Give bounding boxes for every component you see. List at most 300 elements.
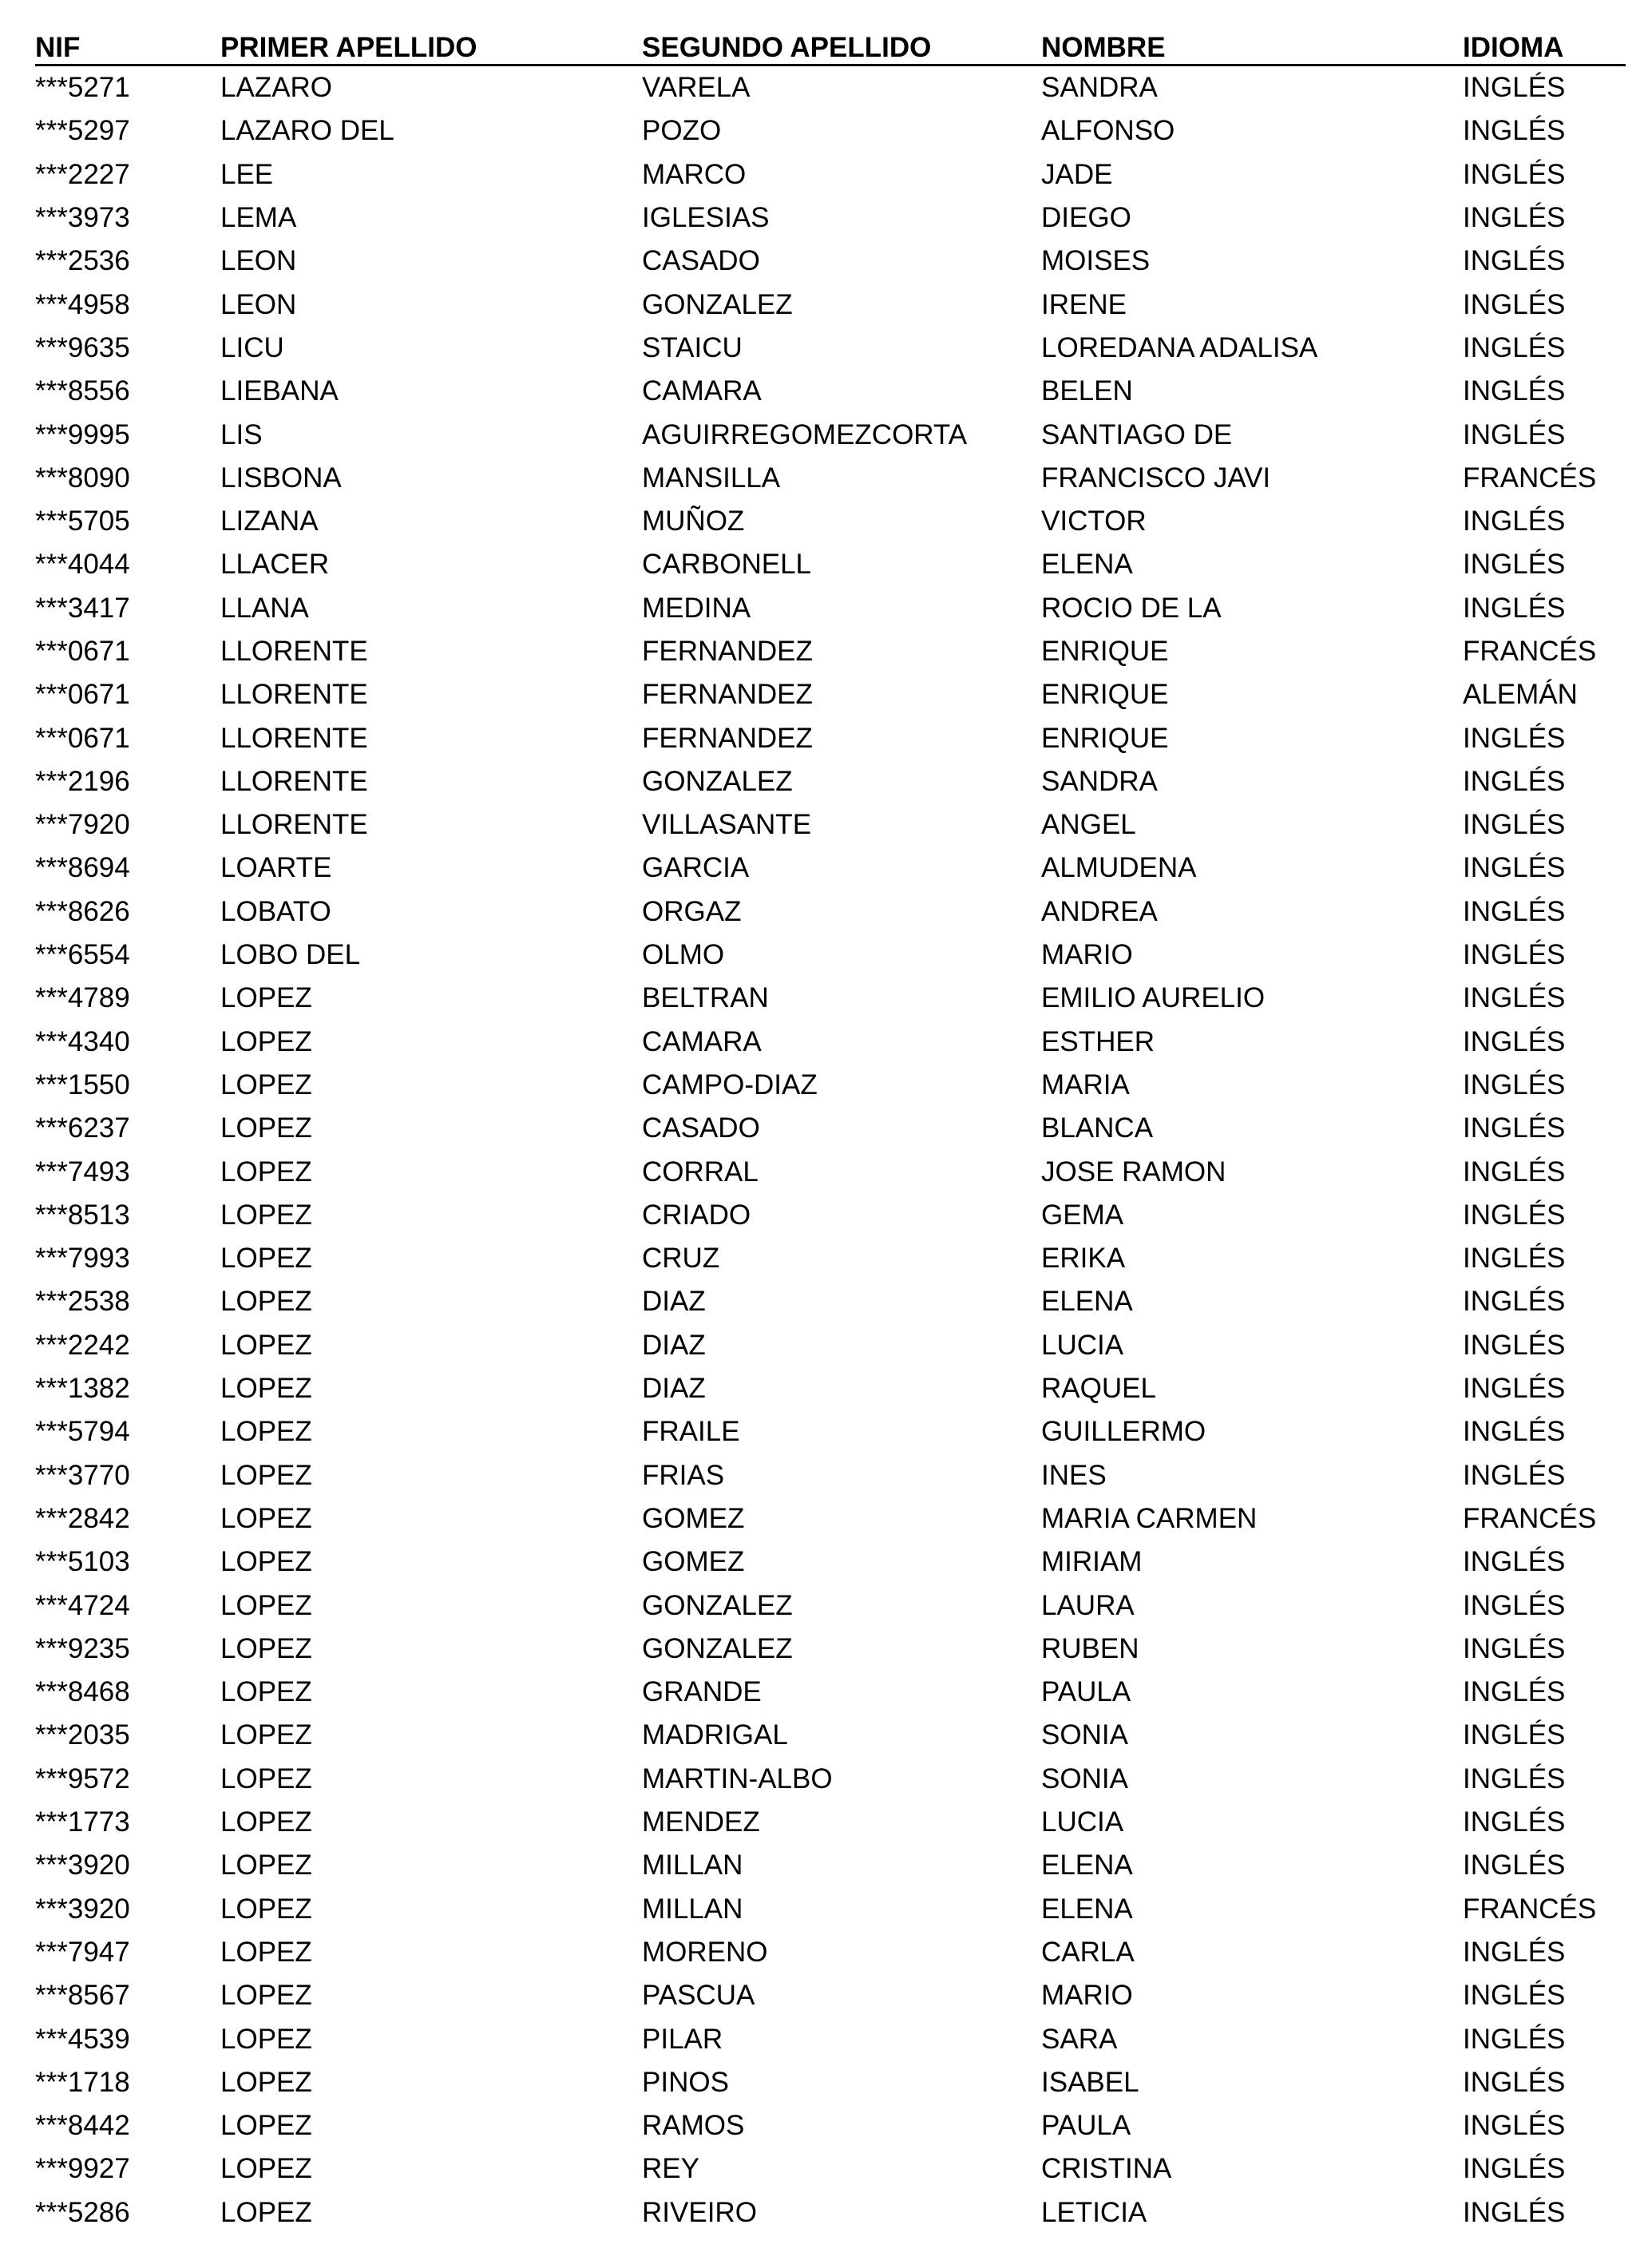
document-sheet [35,22,1626,2234]
cell-idioma: INGLÉS [1463,2196,1566,2228]
cell-nombre: EMILIO AURELIO [1041,982,1266,1014]
cell-nif: ***5286 [35,2196,130,2228]
table-row [35,457,1626,500]
cell-idioma: FRANCÉS [1463,1502,1597,1534]
table-row [35,1324,1626,1367]
cell-nif: ***7493 [35,1156,130,1188]
cell-idioma: INGLÉS [1463,245,1566,277]
table-body [35,65,1626,2234]
table-row [35,109,1626,153]
cell-nif: ***5297 [35,115,130,147]
cell-nif: ***2196 [35,765,130,797]
cell-idioma: INGLÉS [1463,375,1566,407]
cell-nombre: ELENA [1041,1286,1133,1318]
cell-nif: ***9235 [35,1632,130,1664]
header-primer-apellido: PRIMER APELLIDO [220,22,642,65]
cell-primer-apellido: LOPEZ [220,1632,312,1664]
cell-nif: ***3417 [35,592,130,624]
cell-nif: ***8513 [35,1199,130,1231]
cell-nombre: ANDREA [1041,895,1158,927]
cell-nombre: ANGEL [1041,809,1136,841]
cell-primer-apellido: LOPEZ [220,1329,312,1361]
cell-segundo-apellido: IGLESIAS [642,202,770,234]
cell-primer-apellido: LOPEZ [220,1719,312,1751]
table-row [35,543,1626,586]
cell-nombre: GUILLERMO [1041,1416,1206,1448]
cell-idioma: INGLÉS [1463,1762,1566,1794]
cell-nombre: CARLA [1041,1936,1135,1968]
cell-segundo-apellido: MORENO [642,1936,768,1968]
cell-primer-apellido: LLORENTE [220,809,368,841]
cell-nif: ***0671 [35,679,130,711]
cell-segundo-apellido: FERNANDEZ [642,722,813,754]
cell-idioma: INGLÉS [1463,1676,1566,1708]
table-row [35,1280,1626,1323]
cell-nombre: MARIA [1041,1069,1130,1100]
cell-nombre: MIRIAM [1041,1546,1143,1578]
cell-segundo-apellido: ORGAZ [642,895,742,927]
cell-nombre: ERIKA [1041,1243,1126,1275]
cell-nif: ***9572 [35,1762,130,1794]
cell-segundo-apellido: VILLASANTE [642,809,812,841]
cell-nif: ***0671 [35,636,130,667]
cell-nombre: FRANCISCO JAVI [1041,462,1271,494]
cell-primer-apellido: LOPEZ [220,1373,312,1405]
table-row [35,413,1626,456]
cell-idioma: INGLÉS [1463,1546,1566,1578]
cell-primer-apellido: LOPEZ [220,2066,312,2098]
cell-segundo-apellido: CRIADO [642,1199,751,1231]
cell-nif: ***4789 [35,982,130,1014]
cell-segundo-apellido: BELTRAN [642,982,769,1014]
table-row [35,716,1626,759]
cell-primer-apellido: LOPEZ [220,1893,312,1925]
cell-idioma: INGLÉS [1463,1632,1566,1664]
cell-segundo-apellido: RIVEIRO [642,2196,757,2228]
cell-nif: ***4044 [35,549,130,581]
table-row [35,1497,1626,1540]
table-row [35,1714,1626,1757]
cell-idioma: INGLÉS [1463,2066,1566,2098]
table-row [35,1150,1626,1193]
cell-segundo-apellido: CORRAL [642,1156,759,1188]
cell-idioma: FRANCÉS [1463,1893,1597,1925]
cell-nombre: ALFONSO [1041,115,1175,147]
cell-primer-apellido: LOPEZ [220,1069,312,1100]
cell-nombre: MOISES [1041,245,1151,277]
cell-idioma: INGLÉS [1463,1850,1566,1881]
table-row [35,673,1626,716]
cell-segundo-apellido: CRUZ [642,1243,720,1275]
cell-nif: ***8556 [35,375,130,407]
header-idioma: IDIOMA [1463,22,1626,65]
cell-nombre: ELENA [1041,1893,1133,1925]
cell-primer-apellido: LISBONA [220,462,342,494]
cell-nombre: SARA [1041,2023,1118,2055]
cell-nombre: IRENE [1041,288,1127,320]
cell-idioma: INGLÉS [1463,1112,1566,1144]
cell-idioma: INGLÉS [1463,722,1566,754]
cell-nif: ***8626 [35,895,130,927]
cell-segundo-apellido: MILLAN [642,1893,743,1925]
cell-primer-apellido: LOPEZ [220,2153,312,2185]
cell-primer-apellido: LOPEZ [220,2023,312,2055]
cell-segundo-apellido: MADRIGAL [642,1719,788,1751]
cell-segundo-apellido: FRAILE [642,1416,740,1448]
cell-primer-apellido: LLORENTE [220,636,368,667]
header-nombre: NOMBRE [1041,22,1463,65]
cell-idioma: INGLÉS [1463,1936,1566,1968]
cell-segundo-apellido: FRIAS [642,1459,725,1491]
cell-primer-apellido: LEE [220,158,274,190]
cell-primer-apellido: LOPEZ [220,982,312,1014]
table-row [35,1540,1626,1584]
cell-nombre: LETICIA [1041,2196,1147,2228]
cell-primer-apellido: LOPEZ [220,1676,312,1708]
cell-idioma: INGLÉS [1463,1373,1566,1405]
header-segundo-apellido: SEGUNDO APELLIDO [642,22,1041,65]
cell-segundo-apellido: CAMARA [642,1025,762,1057]
cell-segundo-apellido: DIAZ [642,1329,706,1361]
cell-nif: ***2242 [35,1329,130,1361]
cell-segundo-apellido: MARTIN-ALBO [642,1762,833,1794]
cell-idioma: INGLÉS [1463,115,1566,147]
cell-nombre: PAULA [1041,2110,1131,2142]
cell-nif: ***7947 [35,1936,130,1968]
table-row [35,890,1626,934]
cell-primer-apellido: LLANA [220,592,309,624]
cell-segundo-apellido: MEDINA [642,592,751,624]
cell-idioma: INGLÉS [1463,765,1566,797]
cell-idioma: INGLÉS [1463,809,1566,841]
cell-segundo-apellido: RAMOS [642,2110,745,2142]
cell-segundo-apellido: AGUIRREGOMEZCORTA [642,418,968,450]
cell-primer-apellido: LEON [220,288,297,320]
cell-segundo-apellido: VARELA [642,72,751,104]
cell-nif: ***9995 [35,418,130,450]
cell-nombre: SONIA [1041,1719,1128,1751]
cell-primer-apellido: LIS [220,418,263,450]
cell-idioma: INGLÉS [1463,506,1566,537]
cell-primer-apellido: LOBO DEL [220,939,361,971]
cell-nombre: MARIO [1041,1980,1133,2012]
cell-nif: ***2536 [35,245,130,277]
table-row [35,1887,1626,1930]
cell-segundo-apellido: PILAR [642,2023,723,2055]
table-row [35,847,1626,890]
cell-nombre: SANTIAGO DE [1041,418,1233,450]
cell-nombre: ROCIO DE LA [1041,592,1222,624]
cell-nombre: BELEN [1041,375,1133,407]
table-row [35,240,1626,283]
table-row [35,65,1626,110]
cell-nif: ***2842 [35,1502,130,1534]
cell-nombre: INES [1041,1459,1107,1491]
cell-nombre: ELENA [1041,1850,1133,1881]
cell-segundo-apellido: GOMEZ [642,1502,745,1534]
cell-nif: ***8090 [35,462,130,494]
cell-nif: ***9927 [35,2153,130,2185]
cell-nif: ***8468 [35,1676,130,1708]
cell-nombre: SONIA [1041,1762,1128,1794]
cell-nif: ***8567 [35,1980,130,2012]
cell-primer-apellido: LICU [220,331,284,363]
cell-primer-apellido: LAZARO [220,72,333,104]
table-row [35,1671,1626,1714]
cell-nombre: ISABEL [1041,2066,1139,2098]
table-row [35,1237,1626,1280]
cell-nombre: MARIA CARMEN [1041,1502,1258,1534]
cell-idioma: INGLÉS [1463,1156,1566,1188]
cell-nombre: ENRIQUE [1041,722,1169,754]
cell-idioma: INGLÉS [1463,72,1566,104]
cell-primer-apellido: LOPEZ [220,1936,312,1968]
table-row [35,1367,1626,1410]
table-row [35,2147,1626,2191]
cell-nif: ***5794 [35,1416,130,1448]
table-row [35,2191,1626,2234]
table-row [35,934,1626,977]
cell-idioma: INGLÉS [1463,1243,1566,1275]
cell-nif: ***2035 [35,1719,130,1751]
cell-segundo-apellido: OLMO [642,939,725,971]
cell-idioma: INGLÉS [1463,1459,1566,1491]
table-row [35,1064,1626,1107]
cell-nif: ***8694 [35,852,130,884]
cell-nif: ***4958 [35,288,130,320]
cell-idioma: INGLÉS [1463,2153,1566,2185]
cell-nombre: GEMA [1041,1199,1124,1231]
cell-idioma: INGLÉS [1463,2023,1566,2055]
cell-segundo-apellido: CASADO [642,1112,760,1144]
table-row [35,327,1626,370]
table-row [35,196,1626,240]
cell-nif: ***7920 [35,809,130,841]
cell-primer-apellido: LLORENTE [220,679,368,711]
table-row [35,1801,1626,1844]
cell-segundo-apellido: CASADO [642,245,760,277]
cell-segundo-apellido: MENDEZ [642,1806,760,1838]
table-row [35,1584,1626,1627]
cell-nombre: JADE [1041,158,1113,190]
cell-nombre: MARIO [1041,939,1133,971]
table-row [35,2104,1626,2147]
table-row [35,2061,1626,2104]
cell-nombre: PAULA [1041,1676,1131,1708]
cell-nif: ***5103 [35,1546,130,1578]
cell-segundo-apellido: MARCO [642,158,747,190]
cell-idioma: INGLÉS [1463,1806,1566,1838]
cell-segundo-apellido: GOMEZ [642,1546,745,1578]
cell-segundo-apellido: MILLAN [642,1850,743,1881]
cell-idioma: INGLÉS [1463,1980,1566,2012]
cell-nombre: RAQUEL [1041,1373,1156,1405]
cell-segundo-apellido: DIAZ [642,1286,706,1318]
cell-nif: ***6554 [35,939,130,971]
cell-primer-apellido: LLACER [220,549,330,581]
table-row [35,587,1626,630]
cell-segundo-apellido: POZO [642,115,722,147]
cell-nif: ***8442 [35,2110,130,2142]
cell-nif: ***3770 [35,1459,130,1491]
cell-nombre: ELENA [1041,549,1133,581]
cell-nombre: ALMUDENA [1041,852,1197,884]
cell-nif: ***5705 [35,506,130,537]
cell-segundo-apellido: FERNANDEZ [642,636,813,667]
cell-segundo-apellido: GONZALEZ [642,1589,793,1621]
cell-nombre: VICTOR [1041,506,1147,537]
cell-primer-apellido: LOPEZ [220,1502,312,1534]
cell-primer-apellido: LOPEZ [220,2196,312,2228]
cell-nif: ***2538 [35,1286,130,1318]
cell-nif: ***5271 [35,72,130,104]
cell-nombre: ENRIQUE [1041,679,1169,711]
cell-segundo-apellido: CARBONELL [642,549,812,581]
cell-idioma: INGLÉS [1463,1416,1566,1448]
cell-segundo-apellido: REY [642,2153,699,2185]
table-row [35,1844,1626,1887]
cell-segundo-apellido: CAMARA [642,375,762,407]
cell-nif: ***1773 [35,1806,130,1838]
cell-nombre: SANDRA [1041,765,1158,797]
table-row [35,370,1626,413]
cell-primer-apellido: LOPEZ [220,1416,312,1448]
table-row [35,500,1626,543]
table-row [35,977,1626,1020]
cell-idioma: INGLÉS [1463,1329,1566,1361]
cell-primer-apellido: LOPEZ [220,1286,312,1318]
table-row [35,1410,1626,1453]
table-row [35,2017,1626,2060]
cell-nombre: LUCIA [1041,1329,1124,1361]
cell-nombre: SANDRA [1041,72,1158,104]
table-row [35,630,1626,673]
cell-nombre: LUCIA [1041,1806,1124,1838]
cell-segundo-apellido: STAICU [642,331,743,363]
cell-nif: ***3920 [35,1850,130,1881]
cell-idioma: INGLÉS [1463,2110,1566,2142]
table-row [35,1454,1626,1497]
table-row [35,1107,1626,1150]
cell-nombre: BLANCA [1041,1112,1154,1144]
cell-nif: ***4340 [35,1025,130,1057]
cell-nombre: LAURA [1041,1589,1135,1621]
table-row [35,1974,1626,2017]
cell-idioma: INGLÉS [1463,418,1566,450]
cell-segundo-apellido: GARCIA [642,852,750,884]
table-row [35,153,1626,196]
cell-idioma: INGLÉS [1463,982,1566,1014]
cell-nombre: ESTHER [1041,1025,1155,1057]
cell-nif: ***6237 [35,1112,130,1144]
cell-primer-apellido: LOPEZ [220,1199,312,1231]
cell-nombre: CRISTINA [1041,2153,1172,2185]
cell-idioma: INGLÉS [1463,1199,1566,1231]
cell-nombre: ENRIQUE [1041,636,1169,667]
cell-primer-apellido: LOPEZ [220,1806,312,1838]
cell-primer-apellido: LOPEZ [220,1112,312,1144]
cell-primer-apellido: LLORENTE [220,722,368,754]
cell-idioma: INGLÉS [1463,895,1566,927]
cell-nif: ***7993 [35,1243,130,1275]
cell-primer-apellido: LOARTE [220,852,332,884]
cell-primer-apellido: LOPEZ [220,1589,312,1621]
cell-primer-apellido: LOPEZ [220,2110,312,2142]
cell-segundo-apellido: CAMPO-DIAZ [642,1069,818,1100]
cell-nombre: DIEGO [1041,202,1131,234]
cell-nif: ***1382 [35,1373,130,1405]
cell-segundo-apellido: GONZALEZ [642,765,793,797]
cell-primer-apellido: LOPEZ [220,1025,312,1057]
cell-segundo-apellido: GONZALEZ [642,288,793,320]
cell-idioma: INGLÉS [1463,852,1566,884]
cell-idioma: INGLÉS [1463,592,1566,624]
cell-idioma: INGLÉS [1463,202,1566,234]
cell-segundo-apellido: GONZALEZ [642,1632,793,1664]
cell-idioma: FRANCÉS [1463,636,1597,667]
cell-idioma: INGLÉS [1463,1069,1566,1100]
cell-nombre: LOREDANA ADALISA [1041,331,1318,363]
cell-idioma: INGLÉS [1463,1589,1566,1621]
cell-idioma: INGLÉS [1463,1025,1566,1057]
table-row [35,1194,1626,1237]
cell-idioma: FRANCÉS [1463,462,1597,494]
cell-primer-apellido: LOPEZ [220,1762,312,1794]
cell-primer-apellido: LOPEZ [220,1980,312,2012]
cell-primer-apellido: LOBATO [220,895,331,927]
cell-idioma: INGLÉS [1463,1286,1566,1318]
cell-primer-apellido: LOPEZ [220,1156,312,1188]
table-row [35,760,1626,803]
table-row [35,1931,1626,1974]
cell-segundo-apellido: PINOS [642,2066,729,2098]
cell-nif: ***9635 [35,331,130,363]
cell-idioma: INGLÉS [1463,939,1566,971]
cell-idioma: ALEMÁN [1463,679,1578,711]
cell-primer-apellido: LLORENTE [220,765,368,797]
header-nif: NIF [35,22,220,65]
cell-idioma: INGLÉS [1463,158,1566,190]
cell-primer-apellido: LOPEZ [220,1850,312,1881]
cell-nif: ***3973 [35,202,130,234]
cell-nif: ***3920 [35,1893,130,1925]
candidates-table [35,22,1626,2234]
cell-segundo-apellido: MANSILLA [642,462,781,494]
cell-nif: ***2227 [35,158,130,190]
cell-nif: ***1550 [35,1069,130,1100]
table-row [35,1758,1626,1801]
cell-nif: ***4539 [35,2023,130,2055]
cell-primer-apellido: LOPEZ [220,1243,312,1275]
table-row [35,1628,1626,1671]
cell-idioma: INGLÉS [1463,1719,1566,1751]
cell-primer-apellido: LIZANA [220,506,319,537]
cell-segundo-apellido: PASCUA [642,1980,755,2012]
table-header-row [35,22,1626,65]
cell-nombre: JOSE RAMON [1041,1156,1226,1188]
table-row [35,803,1626,847]
cell-primer-apellido: LEON [220,245,297,277]
cell-nif: ***4724 [35,1589,130,1621]
cell-idioma: INGLÉS [1463,288,1566,320]
cell-segundo-apellido: FERNANDEZ [642,679,813,711]
cell-segundo-apellido: GRANDE [642,1676,762,1708]
cell-segundo-apellido: DIAZ [642,1373,706,1405]
cell-nif: ***1718 [35,2066,130,2098]
table-row [35,283,1626,326]
cell-primer-apellido: LIEBANA [220,375,339,407]
cell-segundo-apellido: MUÑOZ [642,506,745,537]
